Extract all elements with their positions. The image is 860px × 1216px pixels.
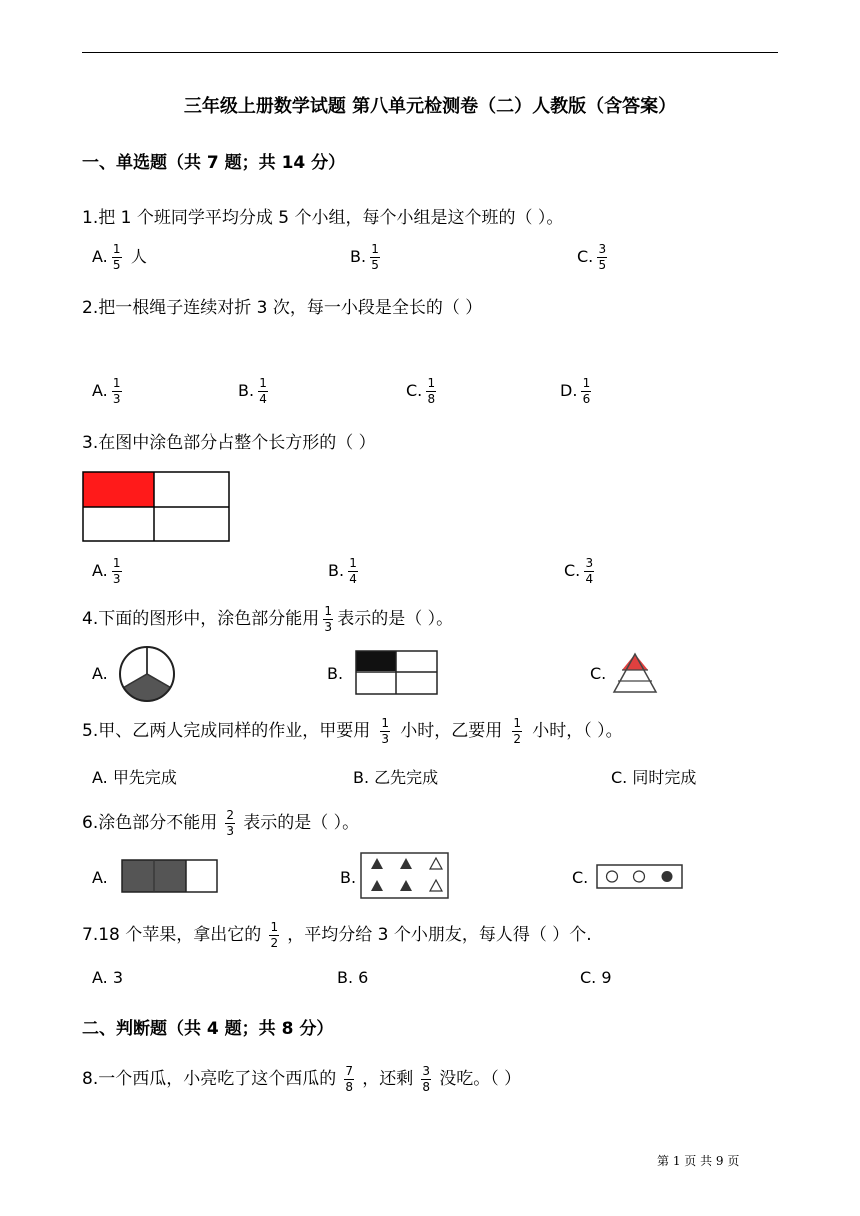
q5-option-c[interactable]: C. 同时完成 (611, 768, 697, 787)
fraction: $\frac{1}{6}$ (582, 376, 591, 406)
q7-option-b[interactable]: B. 6 (337, 968, 369, 987)
fraction: $\frac{3}{5}$ (598, 242, 607, 272)
question-2-text: 2.把一根绳子连续对折 3 次，每一小段是全长的（ ） (82, 298, 483, 318)
q5-option-b[interactable]: B. 乙先完成 (353, 768, 439, 787)
q4-option-b[interactable]: B. (327, 664, 344, 683)
q2-option-a[interactable]: A. $\frac{1}{3}$ (92, 376, 121, 406)
fraction: $\frac{1}{8}$ (427, 376, 436, 406)
fraction: $\frac{1}{4}$ (259, 376, 267, 406)
fraction: $\frac{1}{5}$ (371, 242, 379, 272)
fraction: $\frac{2}{3}$ (226, 807, 235, 838)
question-8-text: 8.一个西瓜，小亮吃了这个西瓜的 $\frac{7}{8}$ ，还剩 $\frac{3}{8}$ 没吃。（ ） (82, 1063, 522, 1094)
q6-triangles-figure (360, 852, 450, 900)
question-1-text: 1.把 1 个班同学平均分成 5 个小组，每个小组是这个班的（ ）。 (82, 208, 564, 228)
q3-option-c[interactable]: C. $\frac{3}{4}$ (564, 556, 594, 586)
fraction: $\frac{1}{3}$ (381, 715, 390, 746)
fraction: $\frac{1}{2}$ (513, 715, 522, 746)
q3-option-b[interactable]: B. $\frac{1}{4}$ (328, 556, 357, 586)
q6-bar-figure (121, 858, 219, 894)
q3-rectangle-figure (82, 471, 232, 543)
q6-circles-figure (596, 864, 684, 890)
q6-option-b[interactable]: B. (340, 868, 357, 887)
q4-option-a[interactable]: A. (92, 664, 108, 683)
question-7-text: 7.18 个苹果，拿出它的 $\frac{1}{2}$ ，平均分给 3 个小朋友，每人得（ ）个. (82, 919, 592, 950)
q4-rectangle-figure (355, 650, 439, 696)
fraction: $\frac{1}{5}$ (112, 242, 121, 272)
question-5-text: 5.甲、乙两人完成同样的作业，甲要用 $\frac{1}{3}$ 小时，乙要用 $\frac{1}{2}$ 小时，（ ）。 (82, 715, 623, 746)
q1-option-c[interactable]: C. $\frac{3}{5}$ (577, 242, 607, 272)
q7-option-a[interactable]: A. 3 (92, 968, 124, 987)
shaded-quarter (83, 472, 154, 507)
header-rule (82, 52, 778, 53)
section-heading-single-choice: 一、单选题（共 7 题；共 14 分） (82, 153, 346, 173)
q5-option-a[interactable]: A. 甲先完成 (92, 768, 177, 787)
q1-option-b[interactable]: B. $\frac{1}{5}$ (350, 242, 379, 272)
q2-option-b[interactable]: B. $\frac{1}{4}$ (238, 376, 267, 406)
fraction: $\frac{1}{3}$ (112, 376, 121, 406)
fraction: $\frac{7}{8}$ (345, 1063, 354, 1094)
q4-circle-figure (118, 645, 176, 703)
page-title: 三年级上册数学试题 第八单元检测卷（二）人教版（含答案） (183, 96, 677, 117)
q2-option-c[interactable]: C. $\frac{1}{8}$ (406, 376, 436, 406)
q4-option-c[interactable]: C. (590, 664, 607, 683)
fraction: $\frac{1}{4}$ (349, 556, 357, 586)
q3-option-a[interactable]: A. $\frac{1}{3}$ (92, 556, 121, 586)
fraction: $\frac{3}{4}$ (585, 556, 594, 586)
fraction: $\frac{1}{3}$ (324, 603, 333, 634)
q1-option-a[interactable]: A. $\frac{1}{5}$ 人 (92, 242, 147, 272)
question-6-text: 6.涂色部分不能用 $\frac{2}{3}$ 表示的是（ ）。 (82, 807, 360, 838)
q6-option-a[interactable]: A. (92, 868, 108, 887)
q4-triangle-figure (612, 652, 658, 694)
q7-option-c[interactable]: C. 9 (580, 968, 612, 987)
q2-option-d[interactable]: D. $\frac{1}{6}$ (560, 376, 591, 406)
fraction: $\frac{3}{8}$ (422, 1063, 431, 1094)
section-heading-true-false: 二、判断题（共 4 题；共 8 分） (82, 1019, 334, 1039)
question-4-text: 4.下面的图形中，涂色部分能用 $\frac{1}{3}$ 表示的是（ ）。 (82, 603, 454, 634)
fraction: $\frac{1}{2}$ (270, 919, 279, 950)
q6-option-c[interactable]: C. (572, 868, 589, 887)
fraction: $\frac{1}{3}$ (112, 556, 121, 586)
page-footer: 第 1 页 共 9 页 (657, 1154, 740, 1168)
question-3-text: 3.在图中涂色部分占整个长方形的（ ） (82, 433, 376, 453)
